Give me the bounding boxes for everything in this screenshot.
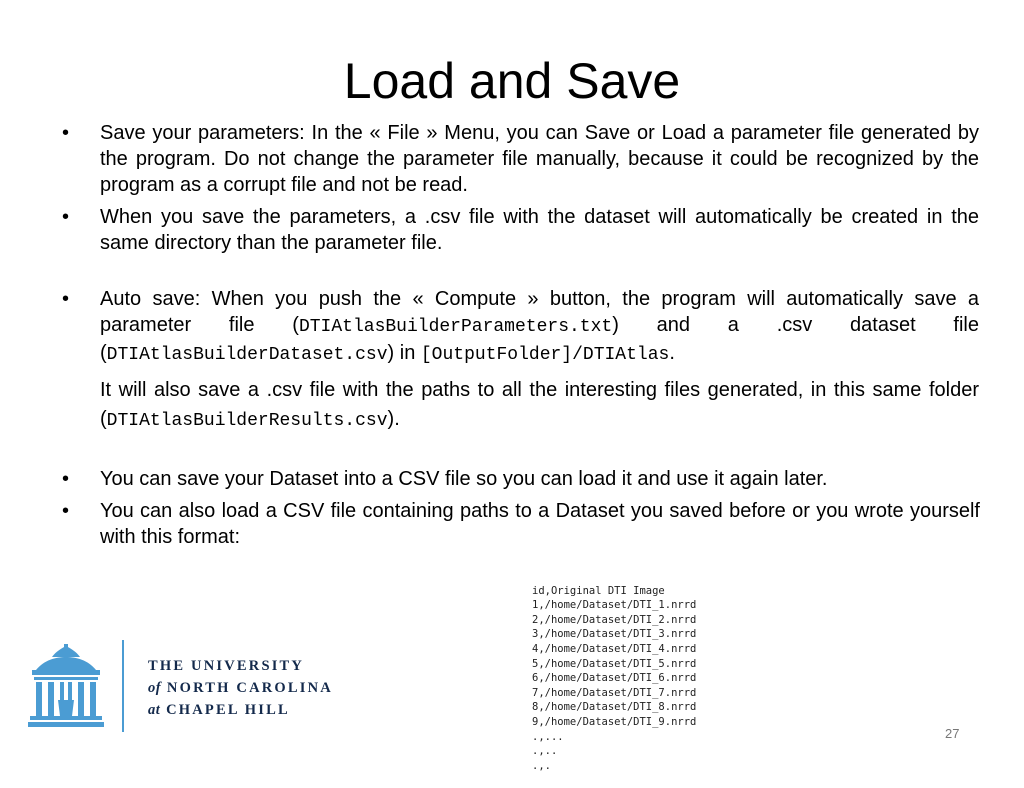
wordmark-line-1: THE UNIVERSITY <box>148 658 305 674</box>
csv-line: 9,/home/Dataset/DTI_9.nrrd <box>532 715 697 728</box>
autosave-text-1: Auto save: When you push the « Compute » button, the program will automatically save a parameter file ( <box>100 288 979 336</box>
results-text-2: ). <box>387 408 400 430</box>
autosave-text-4: . <box>669 342 675 364</box>
csv-line: .,... <box>532 730 564 743</box>
bullet-dot: • <box>62 468 70 490</box>
bullet-text: Save your parameters: In the « File » Menu, you can Save or Load a parameter file generated by the program. Do not change the parameter file manually, because it could be recognized by the program as a corrupt file and not be read. <box>100 122 979 196</box>
bullet-text: You can save your Dataset into a CSV file so you can load it and use it again later. <box>100 468 828 490</box>
dataset-filename: DTIAtlasBuilderDataset.csv <box>106 345 388 365</box>
csv-line: id,Original DTI Image <box>532 584 665 597</box>
slide-body <box>62 120 979 550</box>
wordmark-line-2: of NORTH CAROLINA <box>148 680 333 696</box>
csv-line: .,.. <box>532 745 558 758</box>
autosave-text-2: ) and a .csv dataset file ( <box>100 314 979 364</box>
bullet-dot: • <box>62 122 70 144</box>
bullet-item <box>62 120 979 198</box>
university-wordmark <box>148 655 333 721</box>
csv-example-block <box>532 569 696 788</box>
results-text-1: It will also save a .csv file with the paths to all the interesting files generated, in this same folder ( <box>100 379 979 430</box>
bullet-item <box>62 466 979 492</box>
csv-line: .,. <box>532 759 551 772</box>
csv-line: 8,/home/Dataset/DTI_8.nrrd <box>532 701 697 714</box>
footer-divider <box>122 640 124 732</box>
csv-line: 1,/home/Dataset/DTI_1.nrrd <box>532 599 697 612</box>
bullet-text: When you save the parameters, a .csv file with the dataset will automatically be created in the same directory than the parameter file. <box>100 206 979 254</box>
bullet-dot: • <box>62 500 70 522</box>
bullet-dot: • <box>62 288 70 310</box>
csv-line: 2,/home/Dataset/DTI_2.nrrd <box>532 613 697 626</box>
bullet-text: You can also load a CSV file containing paths to a Dataset you saved before or you wrote yourself with this format: <box>100 500 980 548</box>
bullet-item <box>62 204 979 256</box>
page-number: 27 <box>945 726 960 741</box>
results-filename: DTIAtlasBuilderResults.csv <box>106 411 388 431</box>
csv-line: 3,/home/Dataset/DTI_3.nrrd <box>532 628 697 641</box>
parameters-filename: DTIAtlasBuilderParameters.txt <box>298 317 613 337</box>
output-folder-path: [OutputFolder]/DTIAtlas <box>420 345 670 365</box>
old-well-icon <box>28 644 104 728</box>
csv-line: 6,/home/Dataset/DTI_6.nrrd <box>532 672 697 685</box>
autosave-text-3: ) in <box>387 342 421 364</box>
slide-title: Load and Save <box>343 53 681 109</box>
bullet-item <box>62 498 980 550</box>
csv-line: 5,/home/Dataset/DTI_5.nrrd <box>532 657 697 670</box>
csv-line: 7,/home/Dataset/DTI_7.nrrd <box>532 686 697 699</box>
wordmark-line-3: at CHAPEL HILL <box>148 702 290 718</box>
bullet-dot: • <box>62 206 70 228</box>
bullet-item-autosave <box>62 286 979 436</box>
csv-line: 4,/home/Dataset/DTI_4.nrrd <box>532 642 697 655</box>
